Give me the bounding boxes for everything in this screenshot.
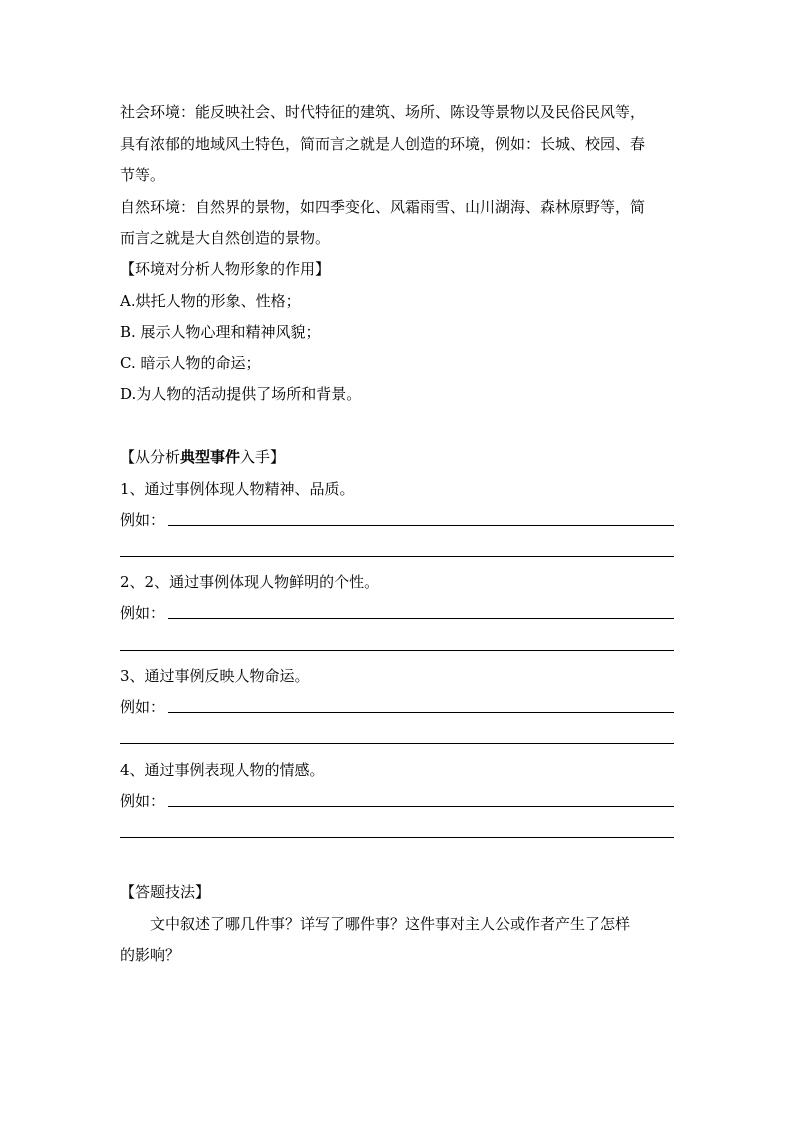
events-heading-prefix: 【从分析 (120, 448, 181, 466)
function-item-d: D.为人物的活动提供了场所和背景。 (120, 385, 362, 403)
event-item-1: 1、通过事例体现人物精神、品质。 (120, 480, 355, 498)
natural-environment-line-1: 自然环境：自然界的景物，如四季变化、风霜雨雪、山川湖海、森林原野等，简 (120, 198, 646, 216)
social-environment-line-1: 社会环境：能反映社会、时代特征的建筑、场所、陈设等景物以及民俗民风等， (120, 103, 646, 121)
example-label-3: 例如： (120, 698, 166, 716)
social-environment-line-3: 节等。 (120, 166, 166, 184)
answer-line-1b[interactable] (120, 556, 674, 557)
example-label-4: 例如： (120, 792, 166, 810)
function-item-b: B. 展示人物心理和精神风貌； (120, 323, 321, 341)
technique-heading: 【答题技法】 (120, 883, 211, 901)
events-heading-bold: 典型事件 (180, 448, 241, 466)
social-environment-line-2: 具有浓郁的地域风土特色，简而言之就是人创造的环境，例如：长城、校园、春 (120, 135, 646, 153)
example-label-1: 例如： (120, 511, 166, 529)
event-item-3: 3、通过事例反映人物命运。 (120, 667, 310, 685)
technique-line-2: 的影响？ (120, 946, 181, 964)
answer-line-3b[interactable] (120, 743, 674, 744)
answer-line-2b[interactable] (120, 650, 674, 651)
answer-line-1a[interactable] (168, 525, 674, 526)
answer-line-2a[interactable] (168, 618, 674, 619)
answer-line-4b[interactable] (120, 837, 674, 838)
example-label-2: 例如： (120, 604, 166, 622)
answer-line-3a[interactable] (168, 712, 674, 713)
natural-environment-line-2: 而言之就是大自然创造的景物。 (120, 229, 331, 247)
technique-line-1: 文中叙述了哪几件事？详写了哪件事？这件事对主人公或作者产生了怎样 (150, 915, 631, 933)
function-item-c: C. 暗示人物的命运； (120, 354, 261, 372)
event-item-4: 4、通过事例表现人物的情感。 (120, 761, 325, 779)
events-heading-suffix: 入手】 (240, 448, 286, 466)
events-heading (120, 447, 285, 467)
event-item-2: 2、2、通过事例体现人物鲜明的个性。 (120, 573, 380, 591)
function-heading: 【环境对分析人物形象的作用】 (120, 260, 331, 278)
function-item-a: A.烘托人物的形象、性格； (120, 292, 301, 310)
answer-line-4a[interactable] (168, 806, 674, 807)
